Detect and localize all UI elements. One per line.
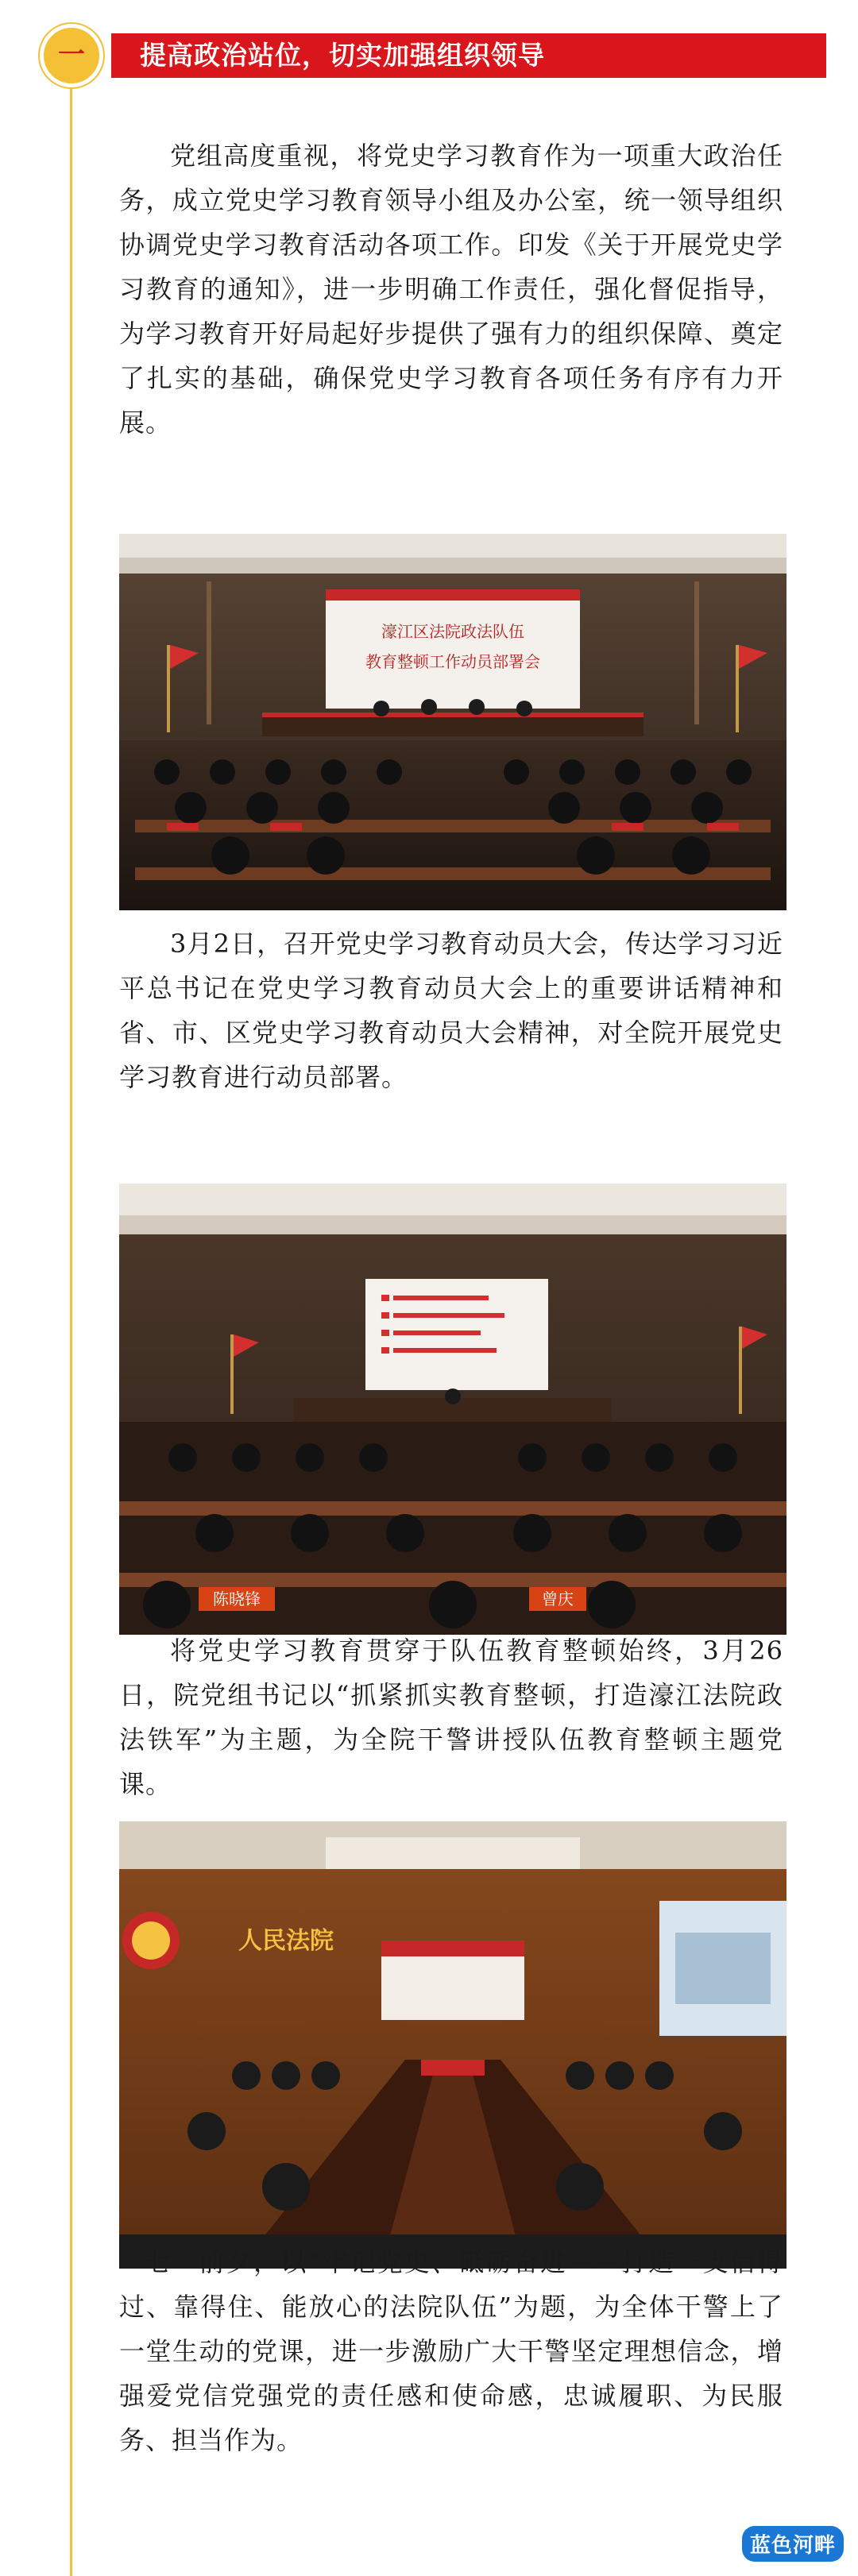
paragraph-4: 七一前夕，以“牢记党史、砥砺奋进——打造一支信得过、靠得住、能放心的法院队伍”为题，为全体干警上了一堂生动的党课，进一步激励广大干警坚定理想信念，增强爱党信党强党的责任感和使命感，忠诚履职、为民服务、担当作为。 [119, 2247, 783, 2455]
section-number: 一 [58, 39, 85, 71]
wall-text: 人民法院 [238, 1927, 334, 1955]
timeline-line [70, 32, 72, 2576]
section-number-badge [40, 24, 103, 87]
photo-mobilization-meeting [119, 534, 786, 910]
paragraph-3: 将党史学习教育贯穿于队伍教育整顿始终，3月26日，院党组书记以“抓紧抓实教育整顿，打造濠江法院政法铁军”为主题，为全院干警讲授队伍教育整顿主题党课。 [119, 1636, 783, 1799]
section-header [40, 24, 826, 87]
nameplate-left: 陈晓锋 [213, 1589, 261, 1609]
screen-text-line2: 教育整顿工作动员部署会 [365, 652, 540, 671]
paragraph-1: 党组高度重视，将党史学习教育作为一项重大政治任务，成立党史学习教育领导小组及办公室，统一领导组织协调党史学习教育活动各项工作。印发《关于开展党史学习教育的通知》，进一步明确工作责任，强化督促指导，为学习教育开好局起好步提供了强有力的组织保障、奠定了扎实的基础，确保党史学习教育各项任务有序有力开展。 [119, 141, 783, 438]
watermark-label: 蓝色河畔 [742, 2526, 844, 2562]
section-title: 提高政治站位，切实加强组织领导 [140, 40, 545, 71]
photo-lecture-meeting [119, 1184, 786, 1635]
watermark-logo [742, 2522, 844, 2565]
photo-party-lecture [119, 1821, 786, 2269]
nameplate-right: 曾庆 [542, 1589, 574, 1609]
paragraph-2: 3月2日，召开党史学习教育动员大会，传达学习习近平总书记在党史学习教育动员大会上的重要讲话精神和省、市、区党史学习教育动员大会精神，对全院开展党史学习教育进行动员部署。 [119, 929, 783, 1092]
screen-text-line1: 濠江区法院政法队伍 [381, 622, 524, 641]
section-title-bar [111, 33, 826, 78]
